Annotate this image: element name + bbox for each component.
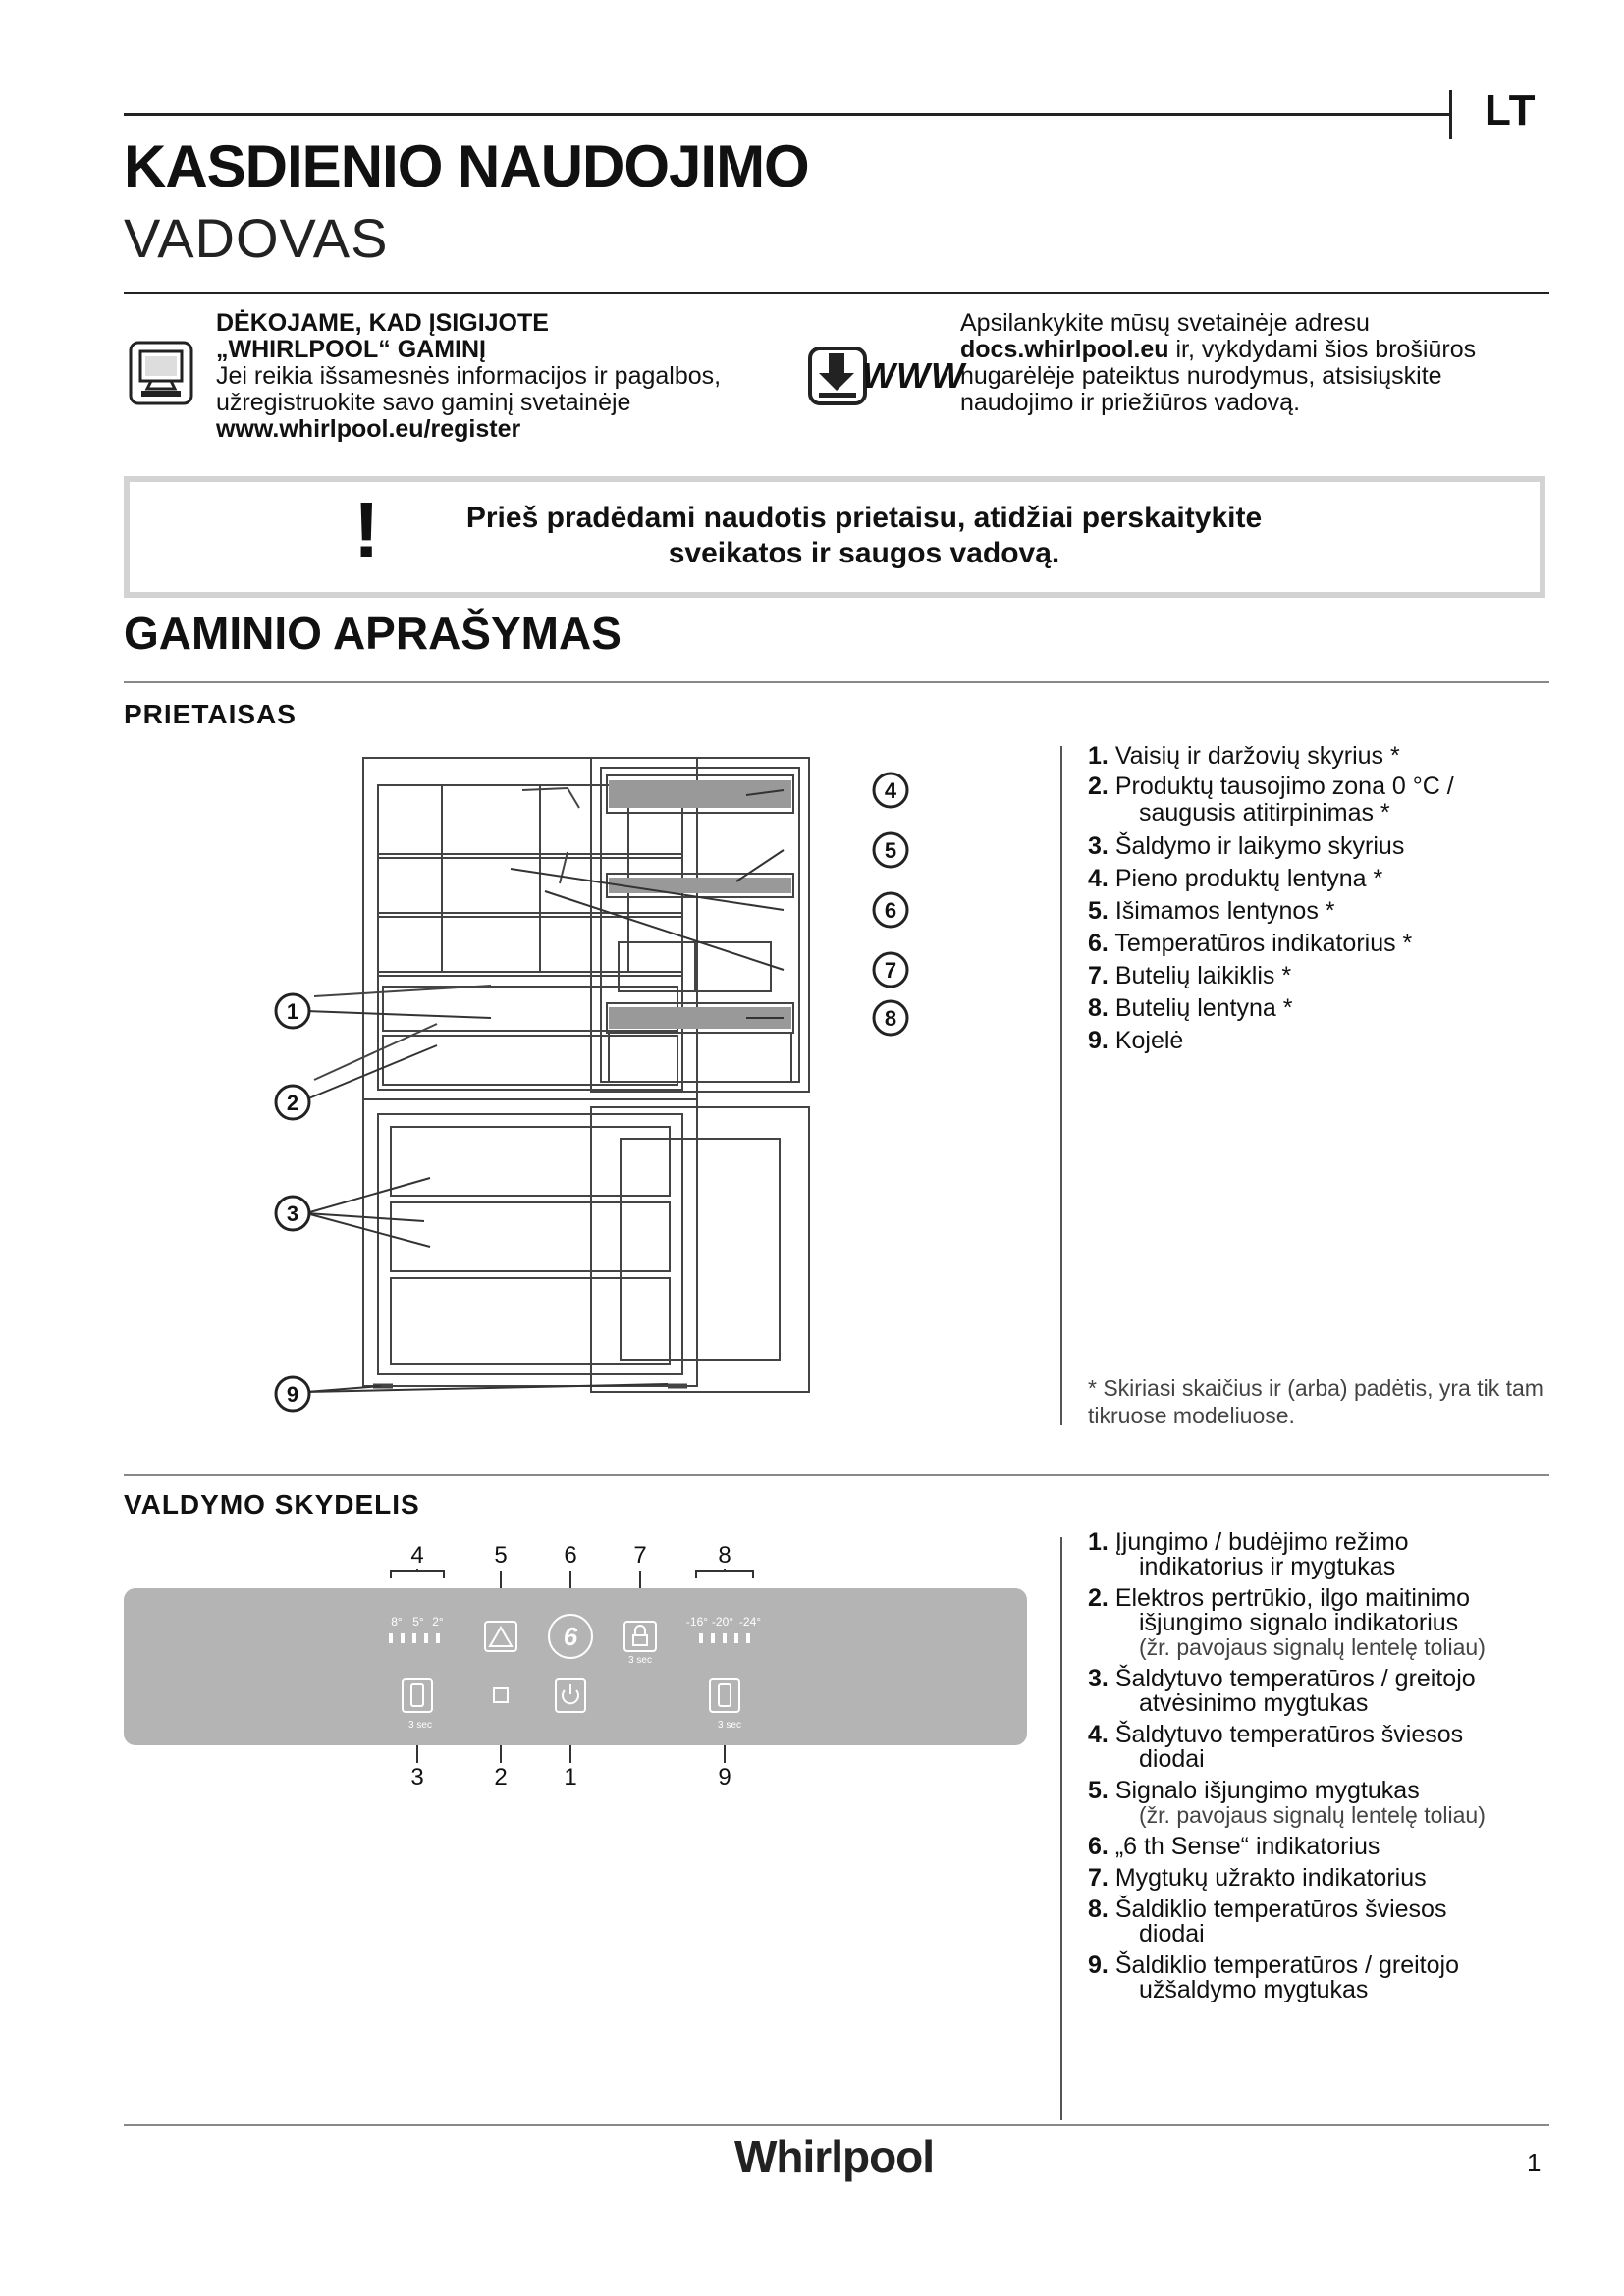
- panel-legend-item: 7. Mygtukų užrakto indikatorius: [1088, 1864, 1427, 1892]
- callout-label-6: 6: [884, 898, 897, 923]
- callout-label-8: 8: [884, 1006, 897, 1031]
- panel-legend-item: 5. Signalo išjungimo mygtukas (žr. pavojaus signalų lentelę toliau): [1088, 1777, 1486, 1828]
- freezer-temp-label-16: -16°: [685, 1615, 709, 1629]
- page-number: 1: [1527, 2148, 1542, 2177]
- register-link[interactable]: www.whirlpool.eu/register: [216, 415, 521, 443]
- thanks-heading-1: DĖKOJAME, KAD ĮSIGIJOTE: [216, 309, 549, 337]
- fridge-3sec-label: 3 sec: [408, 1720, 432, 1731]
- freezer-3sec-label: 3 sec: [718, 1720, 741, 1731]
- appliance-footnote: * Skiriasi skaičius ir (arba) padėtis, yra tik tam tikruose modeliuose.: [1088, 1375, 1543, 1428]
- safety-notice-line-2: sveikatos ir saugos vadovą.: [668, 537, 1060, 569]
- computer-icon: [128, 340, 194, 408]
- whirlpool-logo: Whirlpool: [734, 2131, 935, 2182]
- legend-item: 3. Šaldymo ir laikymo skyrius: [1088, 832, 1405, 860]
- visit-text-3: nugarėlėje pateiktus nurodymus, atsisiųskite: [960, 362, 1442, 390]
- sixth-sense-label: 6: [563, 1622, 578, 1651]
- fridge-temp-label-2: 2°: [432, 1615, 444, 1629]
- panel-section-rule: [124, 1474, 1549, 1476]
- footer-rule: [124, 2124, 1549, 2126]
- freezer-temp-label-24: -24°: [738, 1615, 762, 1629]
- thanks-text-2: užregistruokite savo gaminį svetainėje: [216, 389, 631, 416]
- appliance-legend-divider: [1060, 746, 1062, 1425]
- www-icon-label: WWW: [862, 355, 965, 396]
- appliance-callouts: [255, 746, 943, 1433]
- panel-legend-item: 9. Šaldiklio temperatūros / greitojo užšaldymo mygtukas: [1088, 1951, 1459, 2003]
- panel-legend: [1088, 1530, 1486, 2009]
- legend-item: 6. Temperatūros indikatorius *: [1088, 930, 1413, 957]
- legend-item: 5. Išimamos lentynos *: [1088, 897, 1335, 925]
- callout-label-4: 4: [884, 778, 897, 803]
- panel-bottom-number-1: 1: [564, 1764, 577, 1790]
- thanks-text-1: Jei reikia išsamesnės informacijos ir pagalbos,: [216, 362, 722, 390]
- panel-title: VALDYMO SKYDELIS: [124, 1489, 420, 1520]
- panel-bottom-number-2: 2: [494, 1764, 508, 1790]
- control-panel-diagram: [124, 1531, 1027, 1806]
- callout-label-3: 3: [286, 1201, 299, 1226]
- document-title: KASDIENIO NAUDOJIMO: [124, 133, 809, 199]
- visit-text-2: ir, vykdydami šios brošiūros: [1168, 336, 1477, 363]
- legend-item-cont: saugusis atitirpinimas *: [1139, 799, 1390, 827]
- section-rule: [124, 681, 1549, 683]
- language-code: LT: [1485, 86, 1537, 134]
- legend-item: 7. Butelių laikiklis *: [1088, 962, 1292, 989]
- callout-label-9: 9: [286, 1382, 299, 1407]
- section-title: GAMINIO APRAŠYMAS: [124, 608, 622, 659]
- header-top-rule: [124, 113, 1449, 116]
- header-bottom-rule: [124, 292, 1549, 294]
- control-panel-strip: [124, 1588, 1027, 1745]
- legend-item: 1. Vaisių ir daržovių skyrius *: [1088, 742, 1400, 770]
- panel-bottom-number-3: 3: [410, 1764, 424, 1790]
- docs-info: [960, 310, 1549, 416]
- panel-top-number-6: 6: [564, 1542, 577, 1569]
- safety-notice-text: [373, 501, 1355, 571]
- panel-legend-item: 1. Įjungimo / budėjimo režimo indikatorius ir mygtukas: [1088, 1528, 1409, 1580]
- panel-legend-item: 8. Šaldiklio temperatūros šviesos diodai: [1088, 1896, 1447, 1948]
- fridge-temp-label-8: 8°: [391, 1615, 403, 1629]
- legend-item: 9. Kojelė: [1088, 1027, 1184, 1054]
- docs-link[interactable]: docs.whirlpool.eu: [960, 336, 1169, 363]
- panel-top-number-7: 7: [633, 1542, 647, 1569]
- legend-item: 2. Produktų tausojimo zona 0 °C /: [1088, 773, 1454, 800]
- header-lang-divider: [1449, 90, 1452, 139]
- legend-item: 8. Butelių lentyna *: [1088, 994, 1293, 1022]
- panel-top-number-4: 4: [410, 1542, 424, 1569]
- fridge-temp-label-5: 5°: [412, 1615, 424, 1629]
- panel-legend-item: 4. Šaldytuvo temperatūros šviesos diodai: [1088, 1721, 1464, 1773]
- visit-text-4: naudojimo ir priežiūros vadovą.: [960, 389, 1301, 416]
- freezer-temp-label-20: -20°: [711, 1615, 734, 1629]
- panel-legend-item: 3. Šaldytuvo temperatūros / greitojo atvėsinimo mygtukas: [1088, 1665, 1476, 1717]
- panel-legend-divider: [1060, 1537, 1062, 2120]
- document-subtitle: VADOVAS: [124, 207, 389, 269]
- appliance-legend: [1088, 740, 1454, 1057]
- callout-label-5: 5: [884, 838, 897, 863]
- callout-label-1: 1: [286, 999, 299, 1024]
- lock-3sec-label: 3 sec: [628, 1655, 652, 1666]
- appliance-title: PRIETAISAS: [124, 699, 297, 729]
- visit-text-1: Apsilankykite mūsų svetainėje adresu: [960, 309, 1370, 337]
- panel-top-number-5: 5: [494, 1542, 508, 1569]
- register-info: [216, 310, 746, 443]
- panel-legend-item: 6. „6 th Sense“ indikatorius: [1088, 1833, 1380, 1860]
- safety-notice-line-1: Prieš pradėdami naudotis prietaisu, atidžiai perskaitykite: [465, 502, 1263, 534]
- warning-exclamation-icon: !: [353, 486, 380, 573]
- panel-top-number-8: 8: [718, 1542, 731, 1569]
- callout-label-7: 7: [884, 958, 897, 983]
- thanks-heading-2: „WHIRLPOOL“ GAMINĮ: [216, 336, 486, 363]
- panel-legend-item: 2. Elektros pertrūkio, ilgo maitinimo išjungimo signalo indikatorius (žr. pavojaus signalų lentelę toliau): [1088, 1584, 1486, 1660]
- callout-label-2: 2: [286, 1091, 299, 1115]
- panel-bottom-number-9: 9: [718, 1764, 731, 1790]
- legend-item: 4. Pieno produktų lentyna *: [1088, 865, 1383, 892]
